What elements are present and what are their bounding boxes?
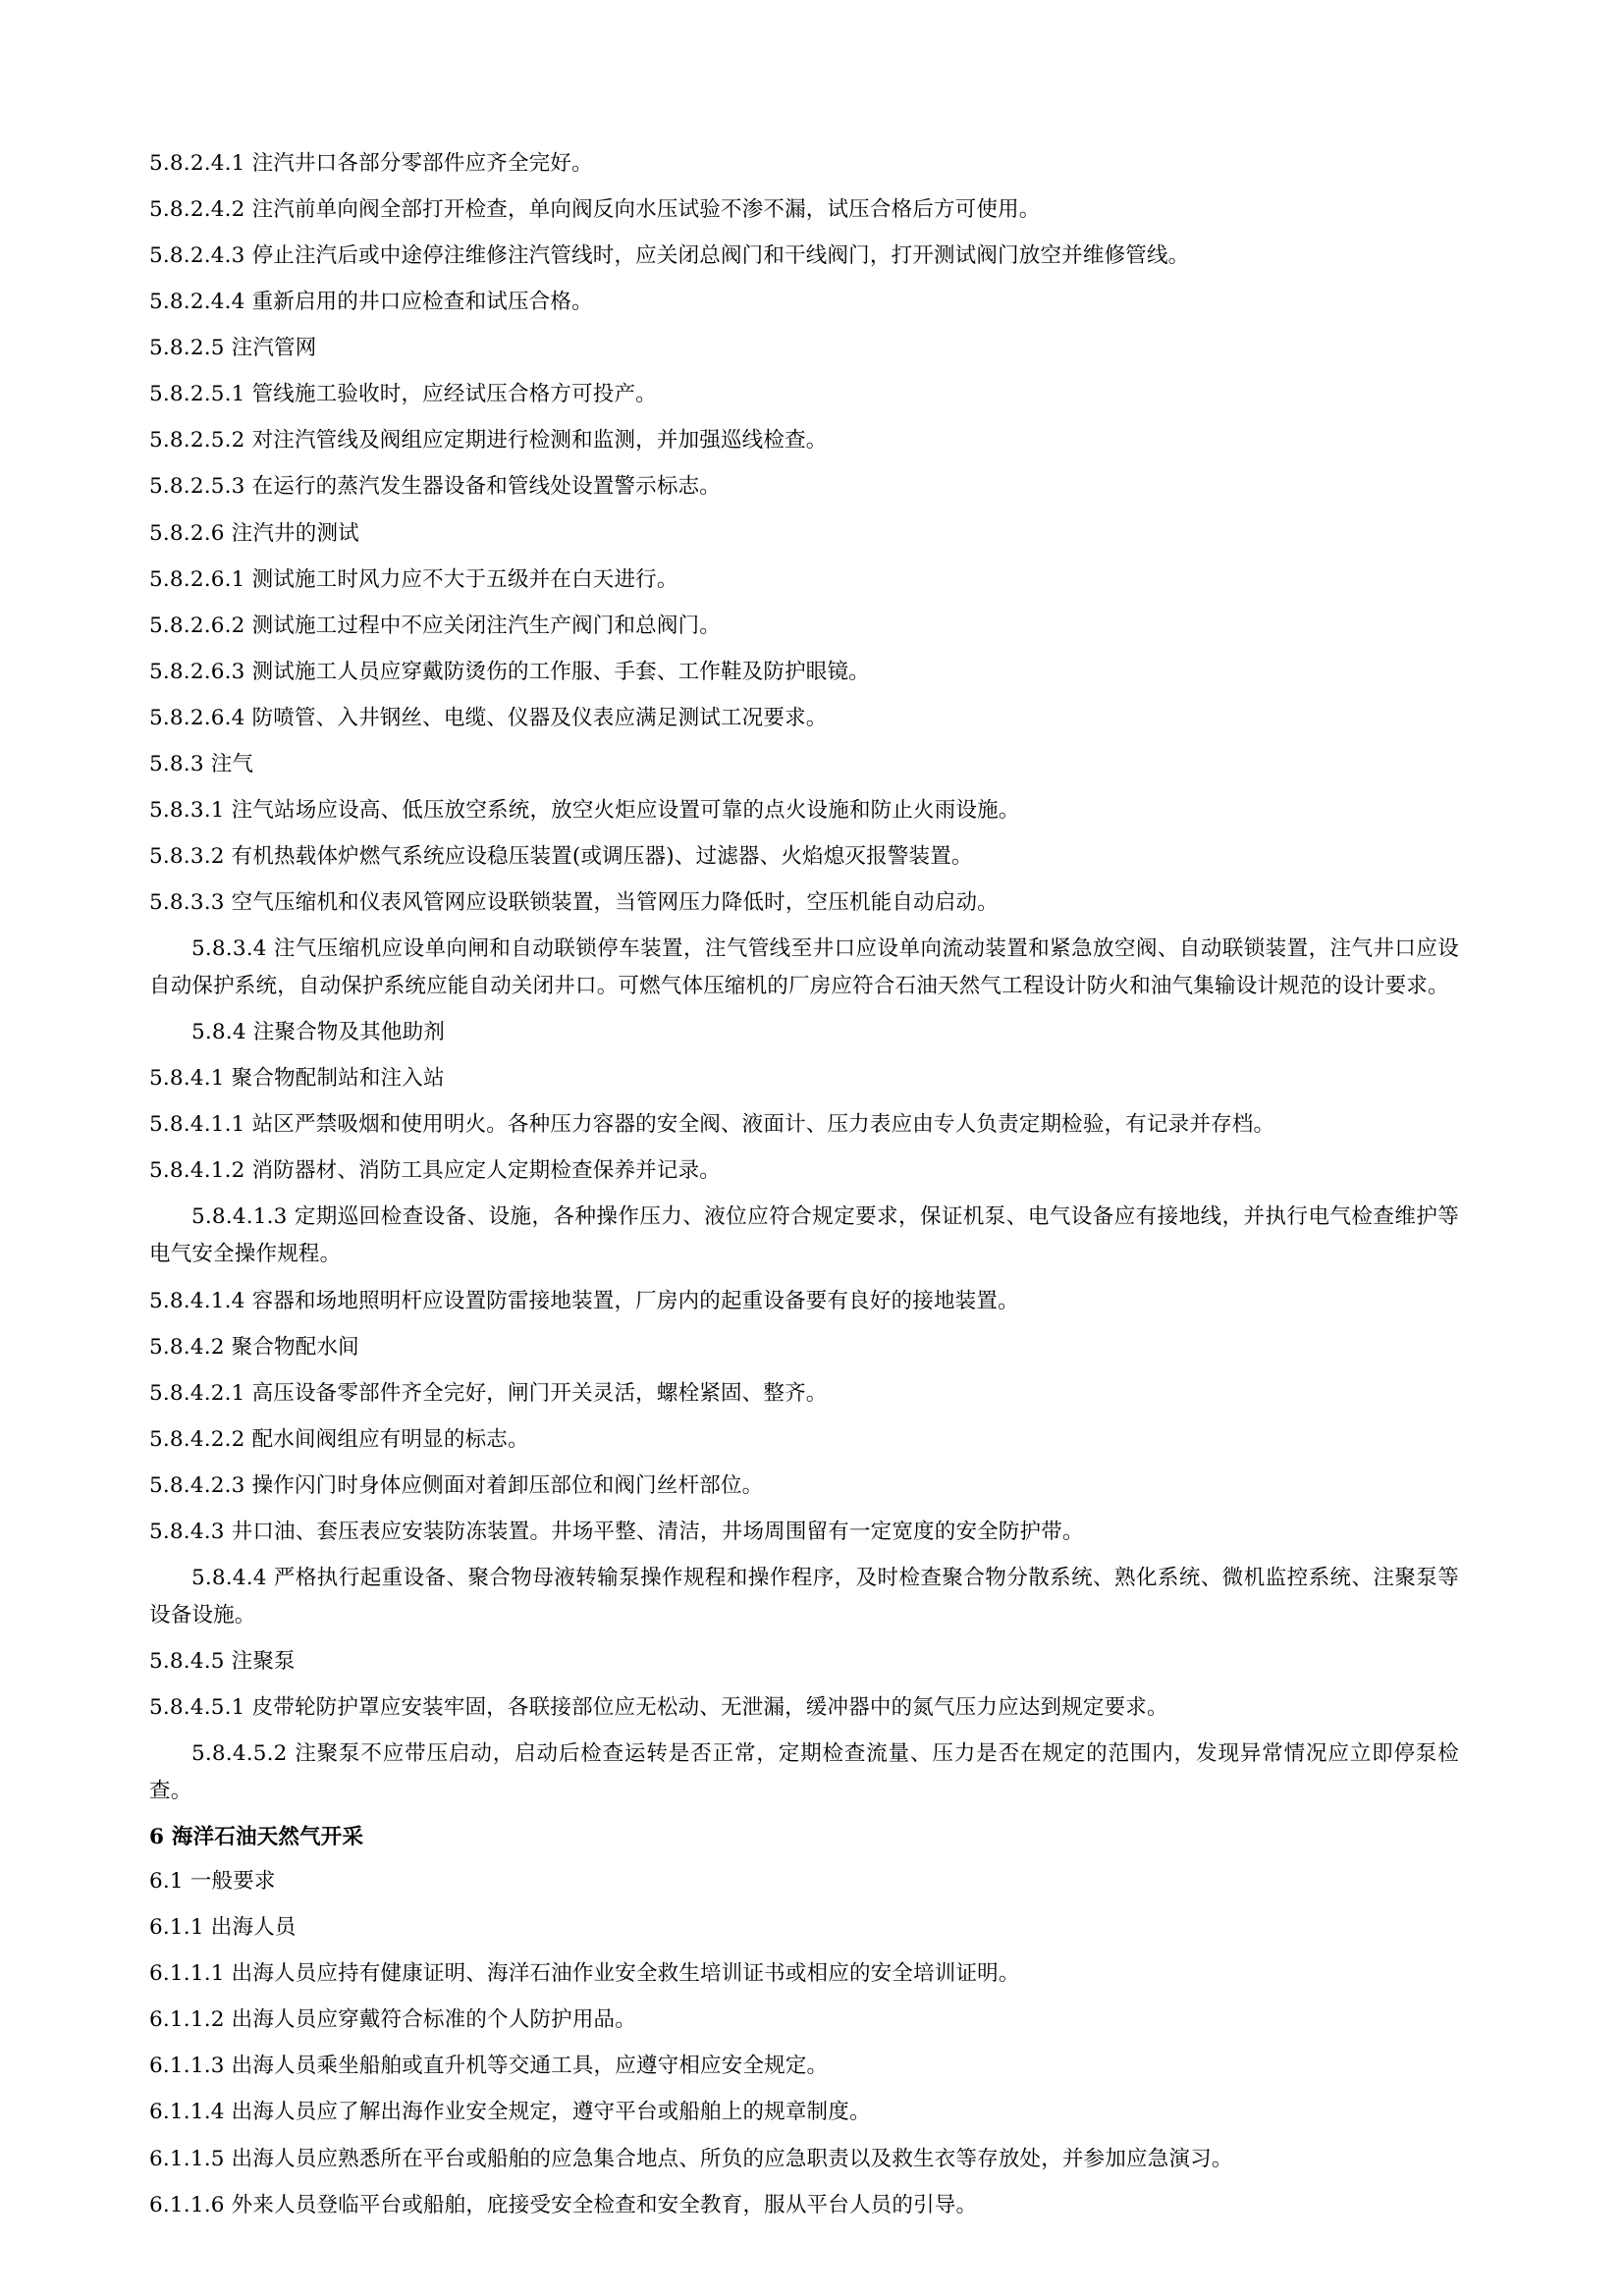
paragraph: 5.8.4.1 聚合物配制站和注入站 (149, 1066, 445, 1092)
paragraph: 6.1.1.2 出海人员应穿戴符合标准的个人防护用品。 (149, 2007, 636, 2033)
paragraph: 5.8.2.6.3 测试施工人员应穿戴防烫伤的工作服、手套、工作鞋及防护眼镜。 (149, 659, 870, 684)
paragraph: 5.8.2.4.3 停止注汽后或中途停注维修注汽管线时，应关闭总阀门和干线阀门，打开测试阀门放空并维修管线。 (149, 243, 1190, 269)
paragraph: 5.8.2.5 注汽管网 (149, 336, 317, 361)
paragraph: 5.8.3.3 空气压缩机和仪表风管网应设联锁装置，当管网压力降低时，空压机能自动启动。 (149, 890, 999, 915)
paragraph: 5.8.3.1 注气站场应设高、低压放空系统，放空火炬应设置可靠的点火设施和防止火雨设施。 (149, 797, 1020, 823)
paragraph: 6.1.1.6 外来人员登临平台或船舶，庇接受安全检查和安全教育，服从平台人员的引导。 (149, 2192, 978, 2217)
paragraph: 6.1.1.3 出海人员乘坐船舶或直升机等交通工具，应遵守相应安全规定。 (149, 2054, 829, 2079)
paragraph: 6.1.1.4 出海人员应了解出海作业安全规定，遵守平台或船舶上的规章制度。 (149, 2100, 871, 2125)
paragraph: 5.8.2.4.4 重新启用的井口应检查和试压合格。 (149, 290, 593, 315)
paragraph: 5.8.4 注聚合物及其他助剂 (191, 1020, 446, 1045)
paragraph: 5.8.4.1.3 定期巡回检查设备、设施，各种操作压力、液位应符合规定要求，保证机泵、电气设备应有接地线，并执行电气检查维护等电气安全操作规程。 (149, 1204, 1459, 1267)
paragraph: 5.8.4.2 聚合物配水间 (149, 1334, 359, 1360)
paragraph: 6.1 一般要求 (149, 1869, 276, 1895)
paragraph: 5.8.2.5.2 对注汽管线及阀组应定期进行检测和监测，并加强巡线检查。 (149, 428, 828, 454)
paragraph: 5.8.4.2.1 高压设备零部件齐全完好，闸门开关灵活，螺栓紧固、整齐。 (149, 1380, 828, 1406)
section-heading: 6 海洋石油天然气开采 (149, 1825, 364, 1850)
paragraph: 5.8.2.6.1 测试施工时风力应不大于五级并在白天进行。 (149, 566, 678, 592)
paragraph: 5.8.4.3 井口油、套压表应安装防冻装置。井场平整、清洁，井场周围留有一定宽度的安全防护带。 (149, 1519, 1084, 1544)
paragraph: 5.8.2.5.1 管线施工验收时，应经试压合格方可投产。 (149, 382, 657, 407)
paragraph: 5.8.3.4 注气压缩机应设单向闸和自动联锁停车装置，注气管线至井口应设单向流动装置和紧急放空阀、自动联锁装置，注气井口应设自动保护系统，自动保护系统应能自动关闭井口。可燃气体压缩机的厂房应符合石油天然气工程设计防火和油气集输设计规范的设计要求。 (149, 936, 1459, 999)
paragraph: 5.8.4.5.2 注聚泵不应带压启动，启动后检查运转是否正常，定期检查流量、压力是否在规定的范围内，发现异常情况应立即停泵检查。 (149, 1741, 1459, 1804)
paragraph: 6.1.1.1 出海人员应持有健康证明、海洋石油作业安全救生培训证书或相应的安全培训证明。 (149, 1961, 1020, 1987)
paragraph: 5.8.2.4.2 注汽前单向阀全部打开检查，单向阀反向水压试验不渗不漏，试压合格后方可使用。 (149, 197, 1041, 223)
paragraph: 5.8.2.4.1 注汽井口各部分零部件应齐全完好。 (149, 151, 593, 176)
paragraph: 5.8.4.1.1 站区严禁吸烟和使用明火。各种压力容器的安全阀、液面计、压力表应由专人负责定期检验，有记录并存档。 (149, 1112, 1275, 1138)
paragraph: 5.8.3 注气 (149, 751, 254, 776)
paragraph: 5.8.4.2.3 操作闪门时身体应侧面对着卸压部位和阀门丝杆部位。 (149, 1472, 764, 1498)
paragraph: 5.8.2.6.4 防喷管、入井钢丝、电缆、仪器及仪表应满足测试工况要求。 (149, 705, 828, 730)
paragraph: 5.8.4.2.2 配水间阀组应有明显的标志。 (149, 1426, 529, 1452)
paragraph: 5.8.4.5.1 皮带轮防护罩应安装牢固，各联接部位应无松动、无泄漏，缓冲器中的氮气压力应达到规定要求。 (149, 1695, 1168, 1721)
paragraph: 5.8.2.6 注汽井的测试 (149, 520, 359, 546)
paragraph: 5.8.2.6.2 测试施工过程中不应关闭注汽生产阀门和总阀门。 (149, 613, 721, 638)
paragraph: 6.1.1 出海人员 (149, 1915, 297, 1941)
document-body (149, 145, 1459, 2224)
paragraph: 6.1.1.5 出海人员应熟悉所在平台或船舶的应急集合地点、所负的应急职责以及救生衣等存放处，并参加应急演习。 (149, 2146, 1233, 2171)
paragraph: 5.8.4.4 严格执行起重设备、聚合物母液转输泵操作规程和操作程序，及时检查聚合物分散系统、熟化系统、微机监控系统、注聚泵等设备设施。 (149, 1565, 1459, 1628)
paragraph: 5.8.4.1.2 消防器材、消防工具应定人定期检查保养并记录。 (149, 1158, 721, 1184)
paragraph: 5.8.4.1.4 容器和场地照明杆应设置防雷接地装置，厂房内的起重设备要有良好的接地装置。 (149, 1288, 1019, 1313)
paragraph: 5.8.4.5 注聚泵 (149, 1649, 296, 1675)
paragraph: 5.8.2.5.3 在运行的蒸汽发生器设备和管线处设置警示标志。 (149, 474, 721, 500)
paragraph: 5.8.3.2 有机热载体炉燃气系统应设稳压装置(或调压器)、过滤器、火焰熄灭报警装置。 (149, 843, 973, 869)
